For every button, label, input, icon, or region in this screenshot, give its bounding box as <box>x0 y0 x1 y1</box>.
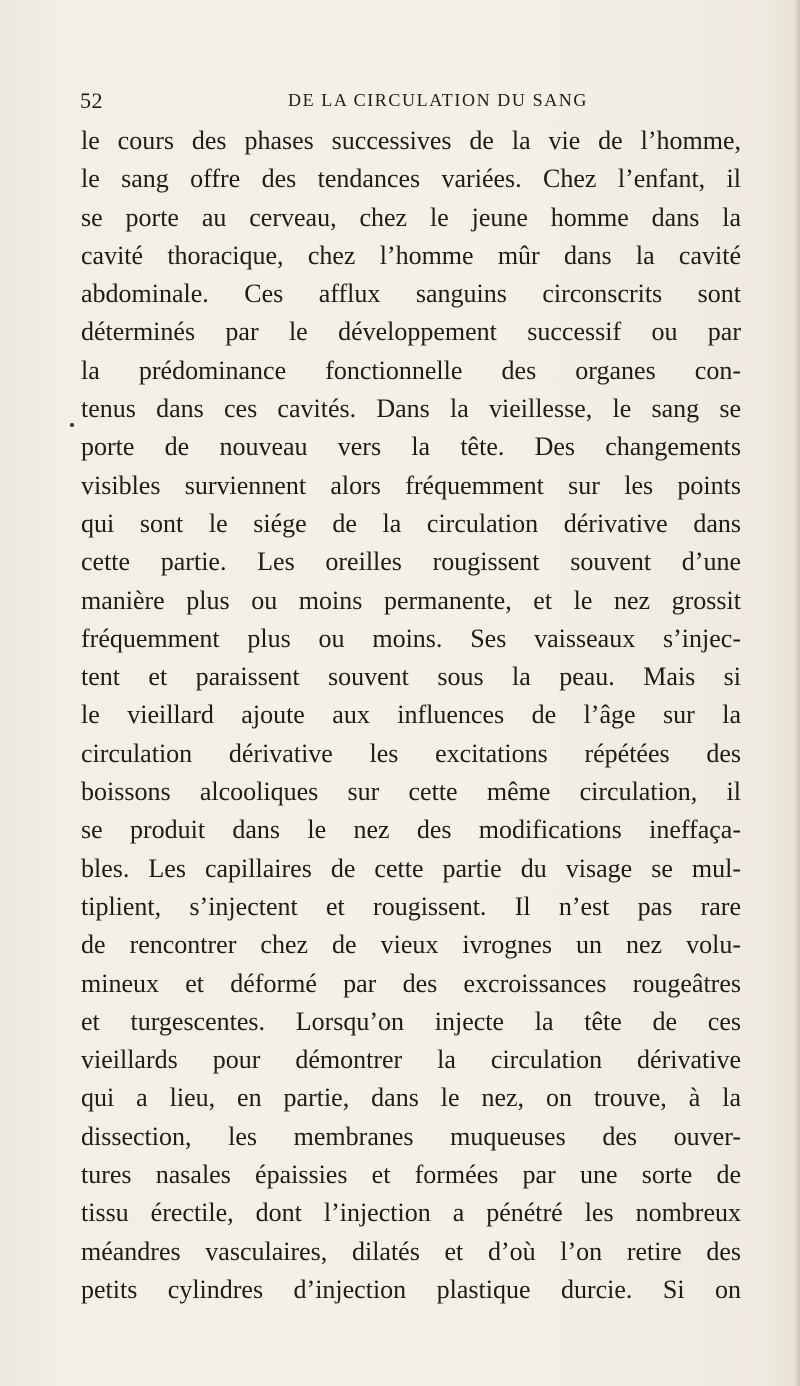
body-text <box>81 122 741 1309</box>
page-header <box>80 88 740 118</box>
text-line: méandres vasculaires, dilatés et d’où l’on retire des <box>81 1236 741 1266</box>
text-line: cette partie. Les oreilles rougissent souvent d’une <box>81 547 741 577</box>
page-edge-shadow <box>794 0 800 1386</box>
text-line: circulation dérivative les excitations répétées des <box>81 738 741 768</box>
text-line: manière plus ou moins permanente, et le nez grossit <box>81 585 741 615</box>
text-line: qui sont le siége de la circulation dérivative dans <box>81 508 741 538</box>
text-line: la prédominance fonctionnelle des organes con- <box>81 355 741 385</box>
page-number: 52 <box>80 88 103 113</box>
text-line: se produit dans le nez des modifications ineffaça- <box>81 815 741 845</box>
text-line: visibles surviennent alors fréquemment sur les points <box>81 470 741 500</box>
text-line: se porte au cerveau, chez le jeune homme dans la <box>81 202 741 232</box>
text-line: déterminés par le développement successif ou par <box>81 317 741 347</box>
text-line: abdominale. Ces afflux sanguins circonscrits sont <box>81 279 741 309</box>
text-line: le sang offre des tendances variées. Chez l’enfant, il <box>81 164 741 194</box>
text-line: cavité thoracique, chez l’homme mûr dans la cavité <box>81 240 741 270</box>
text-line: boissons alcooliques sur cette même circulation, il <box>81 777 741 807</box>
text-line: et turgescentes. Lorsqu’on injecte la tête de ces <box>81 1006 741 1036</box>
text-line: vieillards pour démontrer la circulation dérivative <box>81 1045 741 1075</box>
text-line: fréquemment plus ou moins. Ses vaisseaux s’injec- <box>81 623 741 653</box>
text-line: tures nasales épaissies et formées par une sorte de <box>81 1160 741 1190</box>
text-line: dissection, les membranes muqueuses des ouver- <box>81 1121 741 1151</box>
text-line: tiplient, s’injectent et rougissent. Il n’est pas rare <box>81 891 741 921</box>
text-line: bles. Les capillaires de cette partie du visage se mul- <box>81 853 741 883</box>
text-line: porte de nouveau vers la tête. Des changements <box>81 432 741 462</box>
text-line: de rencontrer chez de vieux ivrognes un nez volu- <box>81 930 741 960</box>
running-head: DE LA CIRCULATION DU SANG <box>288 90 588 110</box>
text-line: petits cylindres d’injection plastique durcie. Si on <box>81 1274 741 1304</box>
text-line: tent et paraissent souvent sous la peau. Mais si <box>81 662 741 692</box>
text-line: tissu érectile, dont l’injection a pénétré les nombreux <box>81 1198 741 1228</box>
text-line: mineux et déformé par des excroissances rougeâtres <box>81 968 741 998</box>
text-line: le cours des phases successives de la vie de l’homme, <box>81 126 741 155</box>
text-line: qui a lieu, en partie, dans le nez, on trouve, à la <box>81 1083 741 1113</box>
text-line: tenus dans ces cavités. Dans la vieillesse, le sang se <box>81 394 741 424</box>
margin-ink-dot <box>70 423 74 427</box>
text-line: le vieillard ajoute aux influences de l’âge sur la <box>81 700 741 730</box>
